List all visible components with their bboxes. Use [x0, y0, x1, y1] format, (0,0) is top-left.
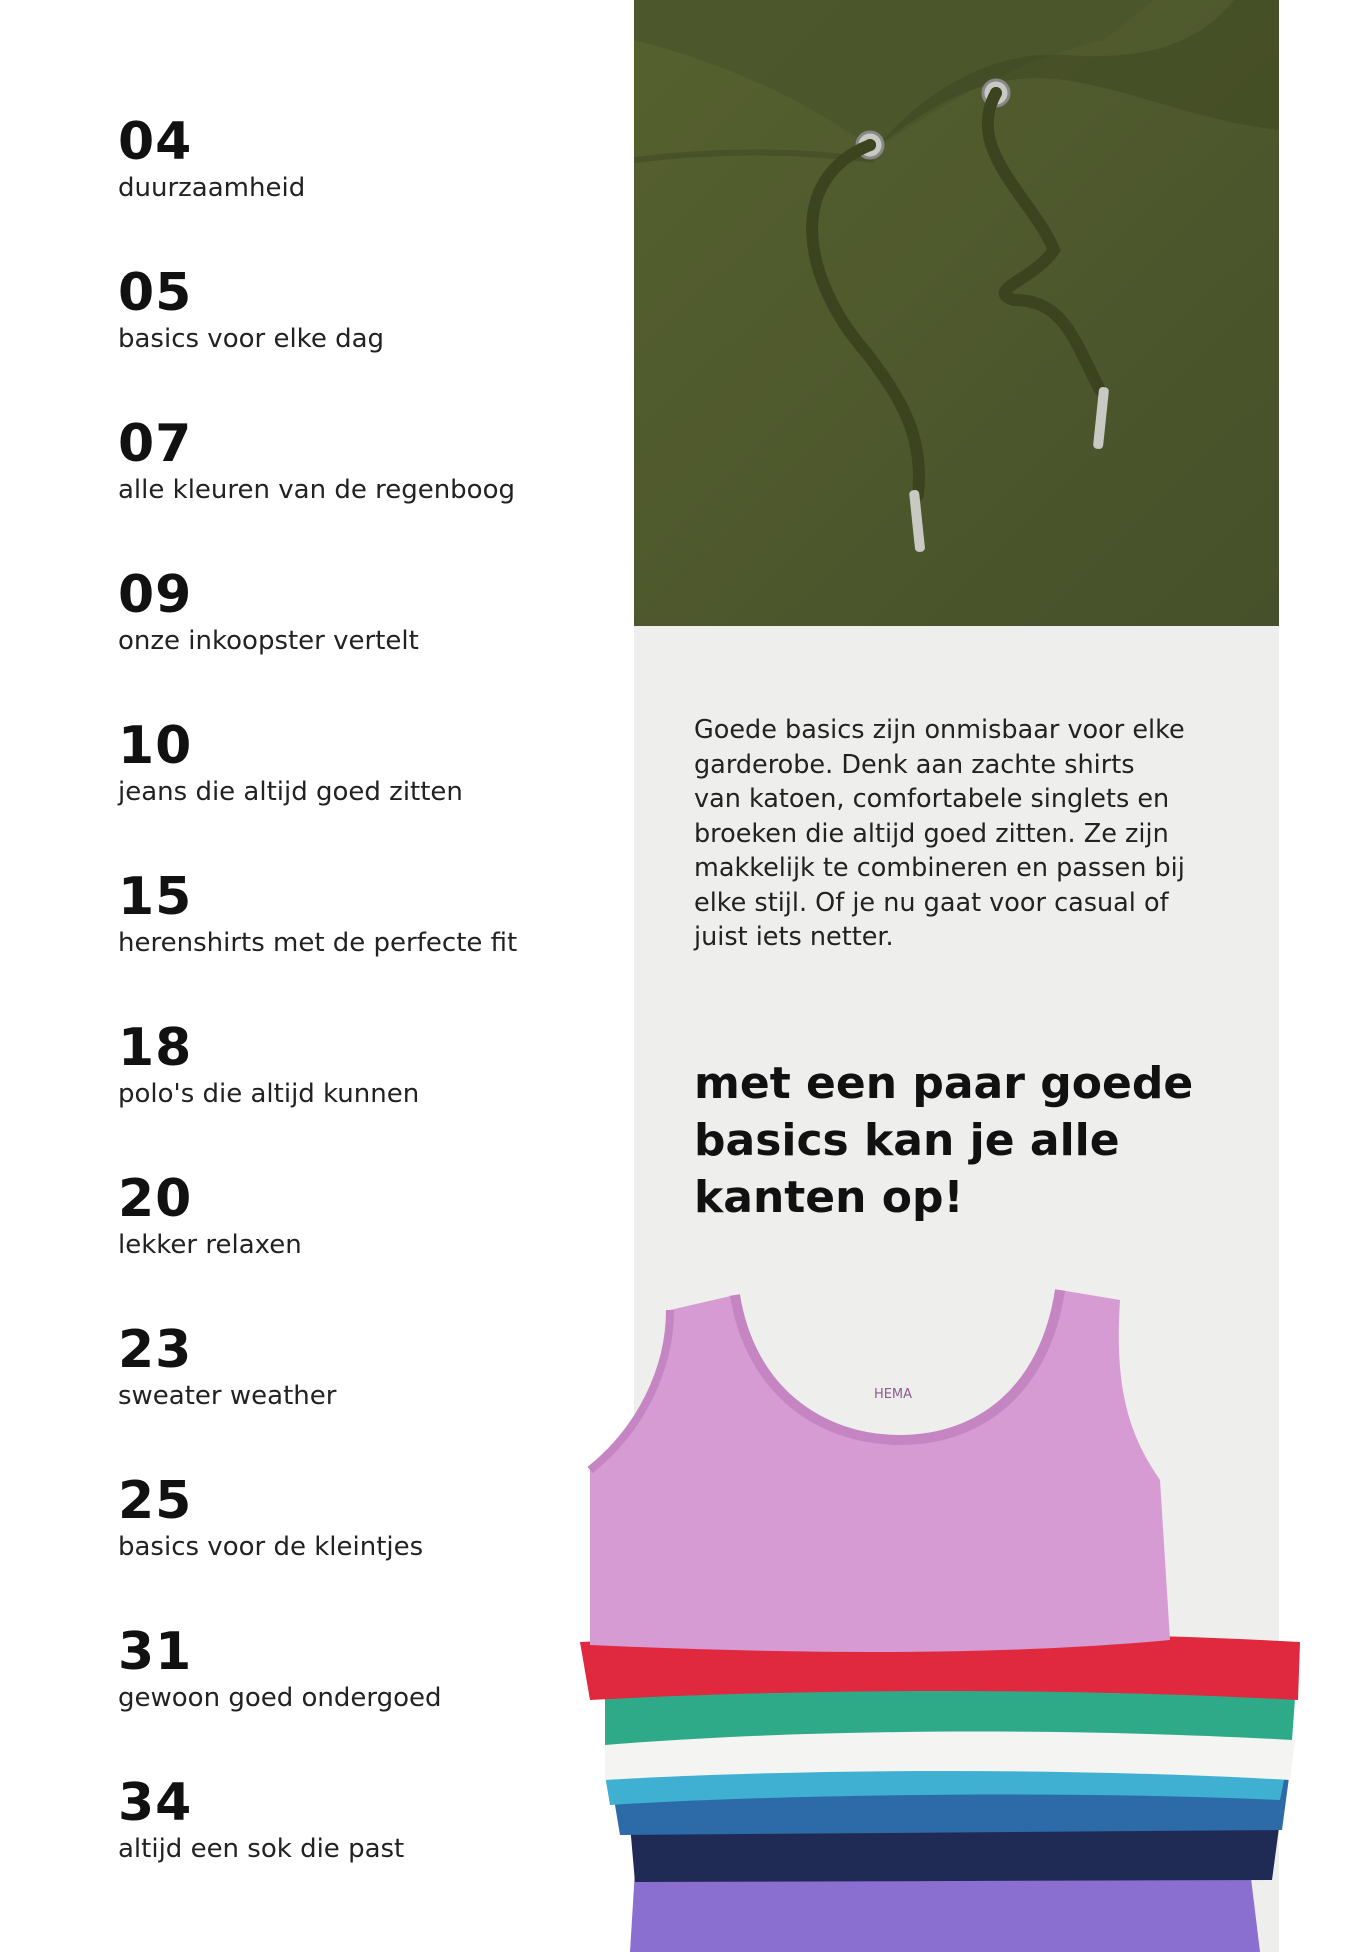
toc-entry[interactable]: [118, 716, 638, 867]
toc-entry[interactable]: [118, 414, 638, 565]
toc-page-number: 20: [118, 1169, 193, 1229]
shirt-label: HEMA: [873, 1387, 913, 1402]
toc-title: sweater weather: [118, 1381, 337, 1411]
toc-title: basics voor elke dag: [118, 324, 385, 354]
toc-entry[interactable]: [118, 263, 638, 414]
toc-page-number: 04: [118, 112, 193, 172]
toc-title: altijd een sok die past: [118, 1834, 405, 1864]
toc-page-number: 34: [118, 1773, 193, 1833]
toc-title: onze inkoopster vertelt: [118, 626, 419, 656]
toc-title: herenshirts met de perfecte fit: [118, 928, 518, 958]
tagline-heading: met een paar goede basics kan je alle kanten op!: [694, 1058, 1194, 1223]
toc-page-number: 15: [118, 867, 193, 927]
toc-page-number: 05: [118, 263, 193, 323]
toc-page-number: 09: [118, 565, 193, 625]
hoodie-illustration: [634, 0, 1279, 626]
toc-page-number: 18: [118, 1018, 193, 1078]
purple-shirt: [630, 1870, 1260, 1952]
toc-page-number: 10: [118, 716, 193, 776]
toc-page-number: 25: [118, 1471, 193, 1531]
toc-title: lekker relaxen: [118, 1230, 302, 1260]
pink-singlet: [590, 1290, 1170, 1652]
toc-title: jeans die altijd goed zitten: [118, 777, 463, 807]
toc-title: duurzaamheid: [118, 173, 306, 203]
toc-title: polo's die altijd kunnen: [118, 1079, 420, 1109]
toc-page-number: 23: [118, 1320, 193, 1380]
toc-entry[interactable]: [118, 112, 638, 263]
toc-page-number: 31: [118, 1622, 193, 1682]
toc-title: alle kleuren van de regenboog: [118, 475, 515, 505]
toc-title: gewoon goed ondergoed: [118, 1683, 442, 1713]
toc-entry[interactable]: [118, 867, 638, 1018]
hoodie-photo: [634, 0, 1279, 626]
toc-page-number: 07: [118, 414, 193, 474]
shirt-stack-photo: [560, 1270, 1320, 1952]
toc-title: basics voor de kleintjes: [118, 1532, 424, 1562]
intro-paragraph: Goede basics zijn onmisbaar voor elke garderobe. Denk aan zachte shirts van katoen, comfortabele singlets en broeken die altijd goed zitten. Ze zijn makkelijk te combineren en passen bij elke stijl. Of je nu gaat voor casual of juist iets netter.: [694, 715, 1185, 952]
shirt-stack-illustration: [560, 1270, 1320, 1952]
toc-entry[interactable]: [118, 565, 638, 716]
toc-entry[interactable]: [118, 1018, 638, 1169]
